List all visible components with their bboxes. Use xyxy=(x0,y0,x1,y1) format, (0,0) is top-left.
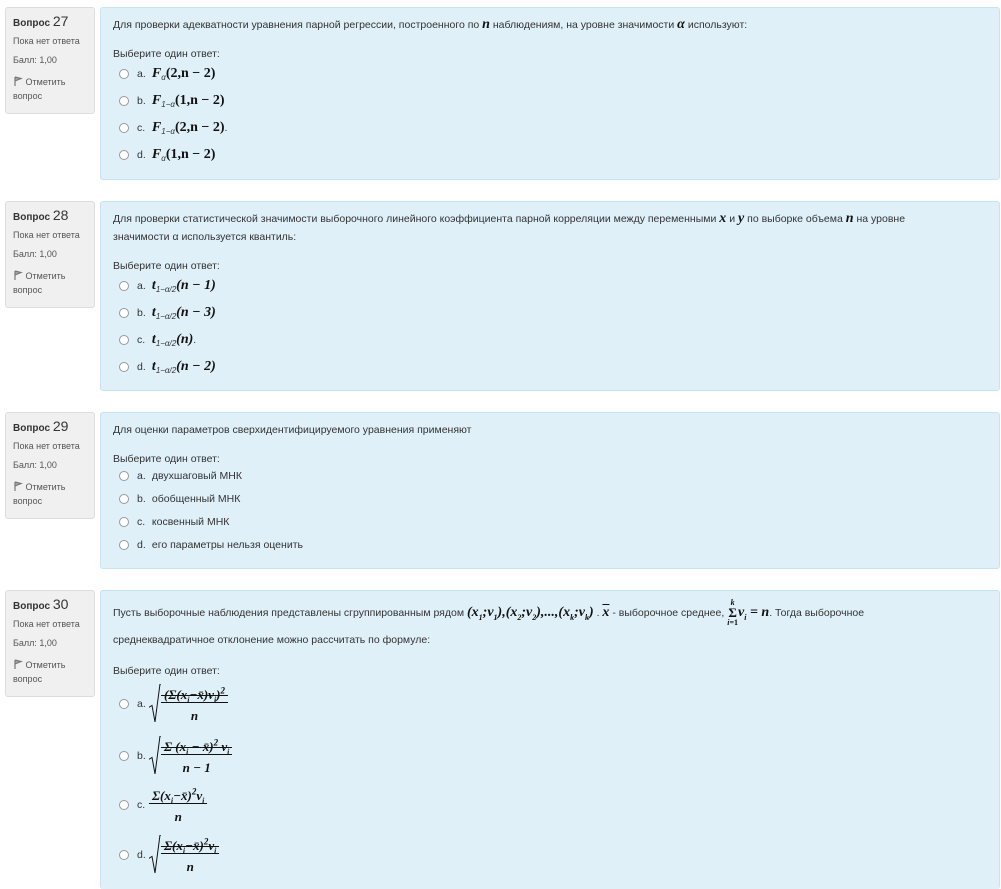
answer-prompt: Выберите один ответ: xyxy=(113,48,220,60)
answer-prompt: Выберите один ответ: xyxy=(113,453,220,465)
question-grade: Балл: 1,00 xyxy=(13,638,57,648)
flag-icon xyxy=(13,659,23,669)
question-grade: Балл: 1,00 xyxy=(13,55,57,65)
question-state: Пока нет ответа xyxy=(13,230,80,240)
radio-button[interactable] xyxy=(119,494,129,504)
radio-button[interactable] xyxy=(119,308,129,318)
question-grade: Балл: 1,00 xyxy=(13,249,57,259)
question-number: Вопрос 30 xyxy=(13,596,69,612)
flag-question-link[interactable]: Отметить вопрос xyxy=(13,660,66,684)
question-state: Пока нет ответа xyxy=(13,441,80,451)
answer-option[interactable]: a. двухшаговый МНК xyxy=(113,465,987,488)
answer-option[interactable]: c. $F_{1-\alpha}(2,n - 2)$. xyxy=(113,114,987,141)
question-info xyxy=(5,412,95,519)
question-text: Для проверки статистической значимости выборочного линейного коэффициента парной корреляции между переменными x и y по выборке объема n на уровне значимости α используется квантиль: xyxy=(113,211,906,243)
question-number: Вопрос 28 xyxy=(13,207,69,223)
radio-button[interactable] xyxy=(119,540,129,550)
sum-formula: k Σ i=1 xyxy=(727,598,738,627)
question-info xyxy=(5,7,95,114)
question-info xyxy=(5,201,95,308)
answer-option[interactable]: c. косвенный МНК xyxy=(113,511,987,534)
question-content xyxy=(100,7,1000,180)
radio-button[interactable] xyxy=(119,335,129,345)
radio-button[interactable] xyxy=(119,471,129,481)
question-content xyxy=(100,412,1000,569)
question-number: Вопрос 27 xyxy=(13,13,69,29)
formula-b: $\frac{\Sigma (x_i - x̄)^2 \nu_i}{n - 1}$ xyxy=(149,736,232,775)
radio-button[interactable] xyxy=(119,850,129,860)
answer-option[interactable]: c. $t_{1-\alpha/2}(n)$. xyxy=(113,326,987,353)
radio-button[interactable] xyxy=(119,150,129,160)
question-content xyxy=(100,590,1000,889)
answer-option[interactable]: d. его параметры нельзя оценить xyxy=(113,534,987,557)
radio-button[interactable] xyxy=(119,517,129,527)
answer-option[interactable]: a. $F_\alpha(2,n - 2)$ xyxy=(113,60,987,87)
flag-question-link[interactable]: Отметить вопрос xyxy=(13,271,66,295)
answer-option[interactable]: a. $t_{1-\alpha/2}(n - 1)$ xyxy=(113,272,987,299)
answer-option[interactable]: b. $\frac{\Sigma (x_i - x̄)^2 \nu_i}{n - 1}$ xyxy=(113,731,987,781)
flag-icon xyxy=(13,76,23,86)
radio-button[interactable] xyxy=(119,699,129,709)
question-number: Вопрос 29 xyxy=(13,418,69,434)
answer-option[interactable]: c. $\frac{\Sigma(x_i-x̄)^2\nu_i}{n}$ xyxy=(113,781,987,829)
flag-question-link[interactable]: Отметить вопрос xyxy=(13,77,66,101)
radio-button[interactable] xyxy=(119,96,129,106)
answer-prompt: Выберите один ответ: xyxy=(113,260,220,272)
answer-option[interactable]: d. $F_\alpha(1,n - 2)$ xyxy=(113,141,987,168)
answer-option[interactable]: a. $\frac{(\Sigma(x_i-x̄)\nu_i)^2}{n}$ xyxy=(113,677,987,731)
formula-a: $\frac{(\Sigma(x_i-x̄)\nu_i)^2}{n}$ xyxy=(149,684,228,723)
question-state: Пока нет ответа xyxy=(13,36,80,46)
flag-question-link[interactable]: Отметить вопрос xyxy=(13,482,66,506)
flag-icon xyxy=(13,270,23,280)
answer-option[interactable]: b. обобщенный МНК xyxy=(113,488,987,511)
answer-prompt: Выберите один ответ: xyxy=(113,664,220,677)
radio-button[interactable] xyxy=(119,69,129,79)
answer-option[interactable]: d. $t_{1-\alpha/2}(n - 2)$ xyxy=(113,353,987,380)
mean-symbol: $\overline{x}$ xyxy=(602,604,610,620)
radio-button[interactable] xyxy=(119,800,129,810)
question-text: Пусть выборочные наблюдения представлены сгруппированным рядом $(x_1;\nu_1),(x_2;\nu_2),...,(x_k;\nu_k)$ . $\overline{x}$ - выборочное среднее, k Σ $i=1\nu_i = n$. Тогда выборочное среднеквадратичное отклонение можно рассчитать по формуле: xyxy=(113,598,865,646)
radio-button[interactable] xyxy=(119,123,129,133)
question-state: Пока нет ответа xyxy=(13,619,80,629)
question-text: Для оценки параметров сверхидентифицируемого уравнения применяют xyxy=(113,424,472,436)
grouped-series-formula: $(x_1;\nu_1),(x_2;\nu_2),...,(x_k;\nu_k)$ xyxy=(466,604,594,622)
flag-icon xyxy=(13,481,23,491)
question-grade: Балл: 1,00 xyxy=(13,460,57,470)
formula-d: $\frac{\Sigma(x_i-x̄)^2\nu_i}{n}$ xyxy=(149,835,219,874)
radio-button[interactable] xyxy=(119,751,129,761)
radio-button[interactable] xyxy=(119,281,129,291)
answer-option[interactable]: b. $F_{1-\alpha}(1,n - 2)$ xyxy=(113,87,987,114)
answer-option[interactable]: d. $\frac{\Sigma(x_i-x̄)^2\nu_i}{n}$ xyxy=(113,829,987,881)
answer-option[interactable]: b. $t_{1-\alpha/2}(n - 3)$ xyxy=(113,299,987,326)
question-content xyxy=(100,201,1000,391)
formula-c: $\frac{\Sigma(x_i-x̄)^2\nu_i}{n}$ xyxy=(149,785,207,824)
question-info xyxy=(5,590,95,697)
radio-button[interactable] xyxy=(119,362,129,372)
question-text: Для проверки адекватности уравнения парной регрессии, построенного по n наблюдениям, на уровне значимости α используют: xyxy=(113,17,748,32)
